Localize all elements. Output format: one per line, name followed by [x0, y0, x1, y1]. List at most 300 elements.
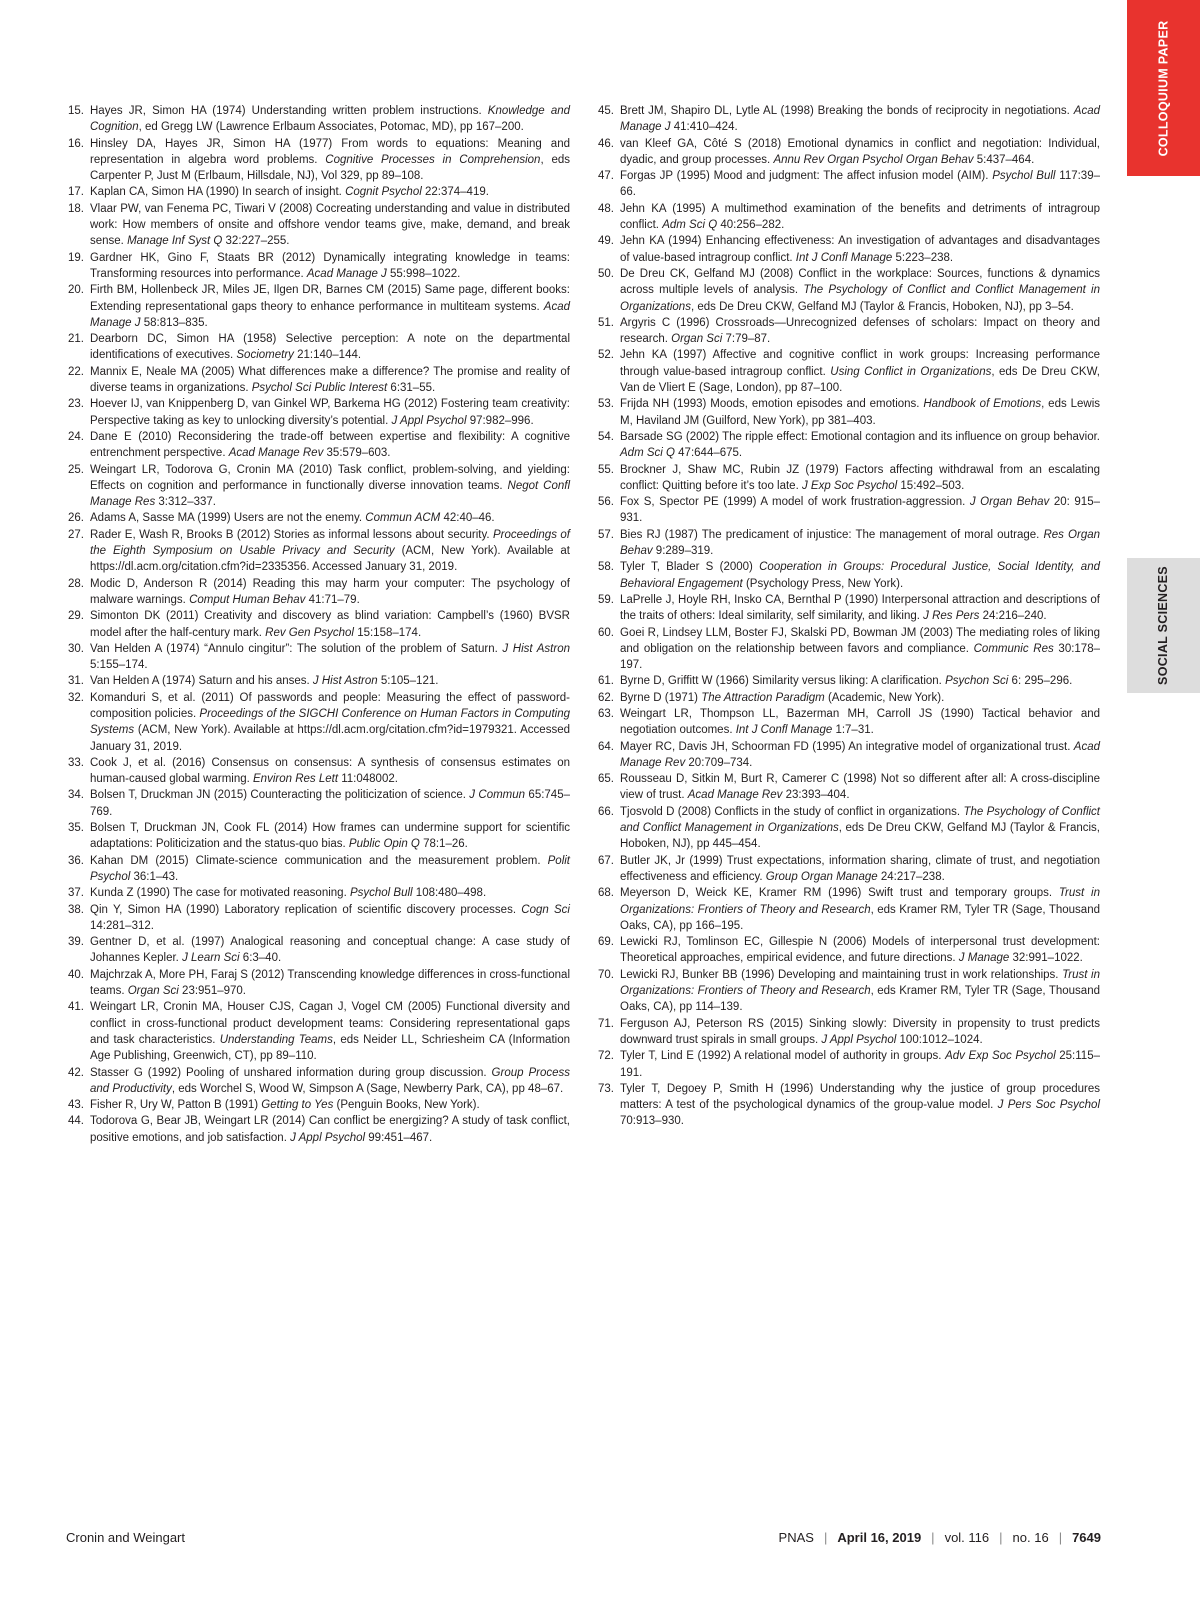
reference-text: 78:1–26. [419, 838, 468, 851]
reference-text: Stasser G (1992) Pooling of unshared information during group discussion. [90, 1066, 492, 1079]
reference-item [596, 559, 1100, 592]
reference-number: 26. [68, 512, 84, 525]
reference-text: 40:256–282. [717, 219, 785, 232]
reference-text: Forgas JP (1995) Mood and judgment: The affect infusion model (AIM). [620, 170, 993, 183]
reference-text: 25:115–191. [620, 1050, 1100, 1079]
reference-text: 21:140–144. [293, 349, 362, 362]
reference-item [596, 885, 1100, 934]
reference-text: 100:1012–1024. [896, 1033, 983, 1046]
reference-text: , eds De Dreu CKW, Gelfand MJ (Taylor & Francis, Hoboken, NJ), pp 445–454. [620, 822, 1100, 851]
reference-item [66, 690, 570, 755]
reference-text: 15:158–174. [354, 626, 422, 639]
reference-source: Group Process and Productivity [90, 1066, 570, 1095]
reference-text: Adams A, Sasse MA (1999) Users are not the enemy. [90, 512, 366, 525]
reference-text: 6:3–40. [239, 952, 282, 965]
reference-number: 60. [598, 626, 614, 639]
reference-number: 72. [598, 1050, 614, 1063]
reference-text: 70:913–930. [620, 1115, 684, 1128]
reference-text: Ferguson AJ, Peterson RS (2015) Sinking slowly: Diversity in propensity to trust predicts downward trust spirals in small groups. [620, 1017, 1100, 1046]
reference-text: 32:227–255. [222, 235, 290, 248]
reference-text: 1:7–31. [832, 724, 874, 737]
reference-item [66, 673, 570, 689]
footer-authors: Cronin and Weingart [66, 1530, 185, 1545]
reference-source: Cogn Sci [521, 903, 570, 916]
reference-number: 36. [68, 854, 84, 867]
reference-text: 20: 915–931. [620, 496, 1100, 525]
reference-source: J Exp Soc Psychol [801, 479, 898, 492]
reference-number: 73. [598, 1082, 614, 1095]
footer-volume: vol. 116 [944, 1530, 990, 1545]
reference-text: 58:813–835. [140, 316, 208, 329]
reference-text: Rousseau D, Sitkin M, Burt R, Camerer C (1998) Not so different after all: A cross-discipline view of trust. [620, 773, 1100, 802]
reference-number: 16. [68, 137, 84, 150]
reference-source: Acad Manage Rev [228, 447, 324, 460]
reference-text: 36:1–43. [130, 870, 179, 883]
reference-source: Organ Sci [127, 985, 179, 998]
reference-text: Frijda NH (1993) Moods, emotion episodes and emotions. [620, 398, 924, 411]
reference-number: 31. [68, 675, 84, 688]
reference-source: Handbook of Emotions [923, 398, 1042, 411]
reference-source: J Appl Psychol [391, 414, 467, 427]
reference-text: Butler JK, Jr (1999) Trust expectations, information sharing, climate of trust, and negotiation effectiveness and efficiency. [620, 854, 1100, 883]
reference-item [66, 755, 570, 788]
reference-text: , ed Gregg LW (Lawrence Erlbaum Associates, Potomac, MD), pp 167–200. [138, 121, 524, 134]
reference-number: 68. [598, 887, 614, 900]
reference-number: 64. [598, 740, 614, 753]
reference-item [66, 1065, 570, 1098]
reference-number: 34. [68, 789, 84, 802]
reference-text: Hoever IJ, van Knippenberg D, van Ginkel WP, Barkema HG (2012) Fostering team creativity: Perspective taking as key to unlocking diversity’s potential. [90, 398, 570, 427]
reference-text: 5:105–121. [377, 675, 439, 688]
reference-source: J Organ Behav [969, 496, 1050, 509]
reference-text: (Penguin Books, New York). [333, 1099, 480, 1112]
reference-item [66, 885, 570, 901]
reference-number: 62. [598, 691, 614, 704]
reference-source: J Appl Psychol [821, 1033, 897, 1046]
reference-source: Group Organ Manage [765, 870, 878, 883]
reference-number: 61. [598, 675, 614, 688]
reference-text: Tjosvold D (2008) Conflicts in the study of conflict in organizations. [620, 805, 964, 818]
reference-item [596, 673, 1100, 689]
reference-text: Argyris C (1996) Crossroads—Unrecognized defenses of scholars: Impact on theory and research. [620, 316, 1100, 346]
reference-number: 15. [68, 105, 84, 117]
reference-item [596, 706, 1100, 739]
reference-text: Bolsen T, Druckman JN, Cook FL (2014) How frames can undermine support for scientific adaptations: Politicization and the status-quo bias. [90, 822, 570, 851]
reference-source: Negot Confl Manage Res [90, 479, 570, 509]
reference-source: Psychol Bull [349, 887, 413, 900]
reference-source: Acad Manage Rev [687, 789, 783, 802]
reference-text: Lewicki RJ, Bunker BB (1996) Developing and maintaining trust in work relationships. [620, 968, 1063, 981]
reference-item [66, 201, 570, 250]
reference-text: Brockner J, Shaw MC, Rubin JZ (1979) Factors affecting withdrawal from an escalating conflict: Quitting before it’s too late. [620, 463, 1100, 492]
reference-item [66, 331, 570, 364]
reference-item [596, 347, 1100, 396]
reference-number: 58. [598, 561, 614, 574]
reference-number: 54. [598, 430, 614, 443]
reference-text: Jehn KA (1995) A multimethod examination of the benefits and detriments of intragroup conflict. [620, 202, 1100, 232]
footer-separator: | [1058, 1530, 1063, 1545]
reference-source: Sociometry [236, 349, 294, 362]
reference-text: 5:223–238. [892, 251, 954, 264]
reference-item [66, 136, 570, 185]
reference-item [596, 690, 1100, 706]
reference-number: 19. [68, 251, 84, 264]
reference-item [66, 364, 570, 397]
reference-source: J Commun [469, 789, 526, 802]
reference-text: Jehn KA (1994) Enhancing effectiveness: An investigation of advantages and disadvantages of value-based intragroup conflict. [620, 235, 1100, 264]
reference-text: 24:217–238. [877, 870, 945, 883]
reference-number: 38. [68, 903, 84, 916]
reference-text: , eds De Dreu CKW, Gelfand MJ (Taylor & Francis, Hoboken, NJ), pp 3–54. [690, 300, 1074, 313]
reference-source: Communic Res [973, 642, 1054, 655]
reference-text: Vlaar PW, van Fenema PC, Tiwari V (2008) Cocreating understanding and value in distributed work: How members of onsite and offshore vendor teams give, make, demand, and break sense. [90, 202, 570, 248]
reference-source: Acad Manage Rev [620, 740, 1100, 769]
reference-text: 7:79–87. [722, 333, 771, 346]
reference-item [596, 396, 1100, 429]
reference-item [596, 462, 1100, 495]
reference-source: Rev Gen Psychol [265, 626, 354, 639]
reference-item [66, 641, 570, 674]
footer-issue: no. 16 [1012, 1530, 1049, 1545]
reference-number: 39. [68, 936, 84, 949]
reference-item [66, 1113, 570, 1146]
reference-item [596, 1081, 1100, 1130]
reference-item [596, 103, 1100, 136]
reference-source: Getting to Yes [261, 1099, 334, 1112]
reference-text: 35:579–603. [323, 447, 391, 460]
reference-item [66, 1097, 570, 1113]
reference-text: 42:40–46. [440, 512, 495, 525]
reference-number: 25. [68, 463, 84, 476]
reference-item [66, 820, 570, 853]
reference-text: van Kleef GA, Côté S (2018) Emotional dynamics in conflict and negotiation: Individual, dyadic, and group processes. [620, 137, 1100, 166]
reference-source: Public Opin Q [348, 838, 420, 851]
reference-text: Firth BM, Hollenbeck JR, Miles JE, Ilgen DR, Barnes CM (2015) Same page, different books: Extending representational gaps theory to enhance performance in multiteam systems. [90, 284, 570, 313]
reference-number: 53. [598, 398, 614, 411]
reference-number: 32. [68, 691, 84, 704]
reference-text: 11:048002. [338, 773, 398, 786]
reference-source: Psychon Sci [945, 675, 1009, 688]
reference-number: 33. [68, 756, 84, 769]
reference-number: 29. [68, 610, 84, 623]
reference-text: Simonton DK (2011) Creativity and discovery as blind variation: Campbell’s (1960) BVSR model after the half-century mark. [90, 610, 570, 639]
reference-text: Byrne D, Griffitt W (1966) Similarity versus liking: A clarification. [620, 675, 946, 688]
reference-text: Hayes JR, Simon HA (1974) Understanding written problem instructions. [90, 105, 488, 117]
reference-text: Gardner HK, Gino F, Staats BR (2012) Dynamically integrating knowledge in teams: Transforming resources into performance. [90, 251, 570, 280]
reference-text: 22:374–419. [421, 186, 489, 199]
reference-source: Proceedings of the Eighth Symposium on Usable Privacy and Security [90, 528, 571, 558]
footer-citation [779, 1530, 1101, 1545]
footer-page-number: 7649 [1072, 1530, 1101, 1545]
reference-text: Cook J, et al. (2016) Consensus on consensus: A synthesis of consensus estimates on human-caused global warming. [90, 756, 570, 786]
reference-item [596, 853, 1100, 886]
reference-text: 30:178–197. [620, 642, 1100, 672]
reference-number: 65. [598, 773, 614, 786]
reference-number: 67. [598, 854, 614, 867]
reference-source: J Learn Sci [182, 952, 240, 965]
reference-item [66, 510, 570, 526]
reference-item [66, 396, 570, 429]
reference-source: Cooperation in Groups: Procedural Justice, Social Identity, and Behavioral Engagement [620, 561, 1100, 590]
reference-source: J Res Pers [923, 610, 980, 623]
reference-item [66, 429, 570, 462]
reference-item [66, 250, 570, 283]
reference-text: 5:155–174. [90, 659, 148, 672]
reference-text: De Dreu CK, Gelfand MJ (2008) Conflict in the workplace: Sources, functions & dynamics across multiple levels of analysis. [620, 267, 1100, 297]
colloquium-paper-tab [1127, 0, 1200, 176]
footer-separator: | [999, 1530, 1003, 1545]
reference-source: Organ Sci [671, 333, 723, 346]
reference-text: Weingart LR, Todorova G, Cronin MA (2010) Task conflict, problem-solving, and yielding: Effects on cognition and performance in functionally diverse innovation teams. [90, 463, 570, 492]
reference-number: 49. [598, 235, 614, 248]
reference-text: 108:480–498. [412, 887, 487, 900]
reference-number: 35. [68, 822, 84, 835]
reference-source: Adm Sci Q [662, 219, 718, 232]
reference-text: , eds Worchel S, Wood W, Simpson A (Sage, Newberry Park, CA), pp 48–67. [171, 1082, 564, 1095]
reference-source: J Pers Soc Psychol [997, 1099, 1100, 1112]
reference-source: The Psychology of Conflict and Conflict Management in Organizations [620, 284, 1100, 313]
reference-number: 23. [68, 398, 84, 411]
reference-source: Adm Sci Q [620, 447, 675, 460]
reference-number: 71. [598, 1017, 614, 1030]
reference-number: 47. [598, 170, 614, 183]
reference-number: 43. [68, 1099, 84, 1112]
footer-journal: PNAS [778, 1530, 814, 1545]
reference-number: 42. [68, 1066, 84, 1079]
reference-item [596, 804, 1100, 853]
reference-item [66, 103, 570, 136]
reference-source: J Hist Astron [312, 675, 378, 688]
reference-item [596, 233, 1100, 266]
reference-text: 117:39–66. [620, 170, 1100, 199]
reference-text: 5:437–464. [973, 153, 1035, 166]
reference-text: , eds Neider LL, Schriesheim CA (Information Age Publishing, Greenwich, CT), pp 89–110. [90, 1033, 570, 1063]
reference-source: J Hist Astron [502, 642, 570, 655]
reference-source: Annu Rev Organ Psychol Organ Behav [773, 153, 974, 166]
reference-text: Hinsley DA, Hayes JR, Simon HA (1977) From words to equations: Meaning and representation in algebra word problems. [90, 137, 570, 166]
reference-source: Acad Manage J [620, 105, 1100, 134]
reference-item [596, 266, 1100, 315]
reference-text: 6:31–55. [387, 382, 436, 395]
reference-source: Int J Confl Manage [735, 724, 833, 737]
reference-item [596, 625, 1100, 674]
reference-number: 20. [68, 284, 84, 297]
reference-source: Comput Human Behav [189, 593, 306, 606]
reference-source: Commun ACM [365, 512, 441, 525]
reference-text: 6: 295–296. [1008, 675, 1073, 688]
reference-number: 66. [598, 805, 614, 818]
reference-text: , eds Lewis M, Haviland JM (Guilford, New York), pp 381–403. [620, 398, 1101, 427]
reference-source: The Attraction Paradigm [701, 691, 825, 704]
reference-source: Cognitive Processes in Comprehension [325, 153, 541, 166]
reference-item [66, 967, 570, 1000]
reference-item [596, 136, 1100, 169]
reference-item [596, 168, 1100, 201]
reference-text: 23:951–970. [178, 985, 247, 998]
reference-text: Tyler T, Blader S (2000) [620, 561, 760, 574]
reference-number: 46. [598, 137, 614, 150]
reference-text: (Psychology Press, New York). [742, 577, 904, 590]
footer-separator: | [823, 1530, 828, 1545]
reference-number: 24. [68, 430, 84, 443]
reference-text: , eds Carpenter P, Just M (Erlbaum, Hillsdale, NJ), Vol 329, pp 89–108. [90, 153, 571, 183]
reference-text: Kahan DM (2015) Climate-science communication and the measurement problem. [90, 854, 548, 867]
reference-text: Mayer RC, Davis JH, Schoorman FD (1995) An integrative model of organizational trust. [620, 740, 1074, 753]
reference-source: J Appl Psychol [290, 1131, 366, 1144]
reference-number: 55. [598, 463, 614, 476]
reference-number: 51. [598, 316, 614, 329]
reference-text: Van Helden A (1974) “Annulo cingitur”: The solution of the problem of Saturn. [90, 642, 503, 655]
reference-text: 32:991–1022. [1009, 952, 1083, 965]
reference-number: 27. [68, 528, 84, 541]
reference-number: 70. [598, 968, 614, 981]
reference-number: 63. [598, 707, 614, 720]
reference-text: Van Helden A (1974) Saturn and his anses. [90, 675, 313, 688]
social-sciences-label: SOCIAL SCIENCES [1156, 566, 1170, 685]
reference-item [596, 527, 1100, 560]
reference-text: Tyler T, Degoey P, Smith H (1996) Understanding why the justice of group procedures matters: A test of the psychological dynamics of the group-value model. [620, 1082, 1100, 1112]
reference-item [66, 999, 570, 1064]
reference-item [596, 315, 1100, 348]
reference-text: Kaplan CA, Simon HA (1990) In search of insight. [90, 186, 346, 199]
reference-text: Barsade SG (2002) The ripple effect: Emotional contagion and its influence on group behavior. [620, 430, 1100, 443]
reference-item [66, 576, 570, 609]
references-right-column [596, 103, 1100, 1130]
reference-source: Manage Inf Syst Q [127, 235, 223, 248]
reference-text: 41:410–424. [670, 121, 738, 134]
reference-item [66, 902, 570, 935]
reference-text: Tyler T, Lind E (1992) A relational model of authority in groups. [620, 1050, 946, 1063]
reference-number: 17. [68, 186, 84, 199]
reference-source: Proceedings of the SIGCHI Conference on Human Factors in Computing Systems [90, 707, 570, 737]
reference-text: 65:745–769. [90, 789, 570, 818]
reference-text: 3:312–337. [155, 496, 216, 509]
reference-text: Todorova G, Bear JB, Weingart LR (2014) Can conflict be energizing? A study of task conflict, positive emotions, and job satisfaction. [90, 1115, 570, 1144]
reference-item [66, 527, 570, 576]
reference-source: Knowledge and Cognition [90, 105, 571, 134]
reference-item [66, 934, 570, 967]
reference-text: Lewicki RJ, Tomlinson EC, Gillespie N (2006) Models of interpersonal trust development: Theoretical approaches, empirical evidence, and future directions. [620, 936, 1100, 965]
reference-text: 23:393–404. [782, 789, 850, 802]
reference-source: Psychol Sci Public Interest [251, 382, 388, 395]
reference-text: Gentner D, et al. (1997) Analogical reasoning and conceptual change: A case study of Johannes Kepler. [90, 936, 570, 965]
reference-text: 47:644–675. [674, 447, 743, 460]
reference-item [596, 592, 1100, 625]
reference-text: Fisher R, Ury W, Patton B (1991) [90, 1099, 262, 1112]
footer-date: April 16, 2019 [837, 1530, 922, 1545]
reference-source: Polit Psychol [90, 854, 570, 883]
reference-source: Res Organ Behav [620, 528, 1101, 558]
reference-item [596, 201, 1100, 234]
reference-text: Kunda Z (1990) The case for motivated reasoning. [90, 887, 350, 900]
reference-text: Dane E (2010) Reconsidering the trade-off between expertise and flexibility: A cognitive entrenchment perspective. [90, 430, 570, 460]
reference-number: 40. [68, 968, 84, 981]
reference-number: 45. [598, 105, 614, 117]
reference-item [596, 1048, 1100, 1081]
reference-number: 37. [68, 887, 84, 900]
reference-text: 9:289–319. [652, 545, 714, 558]
references-left-column [66, 103, 570, 1146]
reference-number: 18. [68, 202, 84, 215]
reference-item [66, 853, 570, 886]
colloquium-paper-label: COLLOQUIUM PAPER [1156, 20, 1171, 156]
reference-item [596, 771, 1100, 804]
reference-text: (ACM, New York). Available at https://dl.acm.org/citation.cfm?id=2335356. Accessed January 31, 2019. [90, 545, 570, 574]
reference-text: 41:71–79. [305, 593, 360, 606]
reference-number: 48. [598, 202, 614, 215]
reference-item [66, 787, 570, 820]
page-footer [66, 1530, 1101, 1545]
reference-item [596, 494, 1100, 527]
reference-text: 14:281–312. [90, 919, 154, 932]
reference-source: Understanding Teams [219, 1033, 333, 1046]
reference-source: J Manage [958, 952, 1010, 965]
reference-text: Komanduri S, et al. (2011) Of passwords and people: Measuring the effect of password-composition policies. [90, 691, 570, 720]
reference-source: The Psychology of Conflict and Conflict Management in Organizations [620, 805, 1101, 835]
reference-text: Byrne D (1971) [620, 691, 702, 704]
reference-number: 59. [598, 593, 614, 606]
reference-number: 44. [68, 1115, 84, 1128]
reference-text: LaPrelle J, Hoyle RH, Insko CA, Bernthal P (1990) Interpersonal attraction and descriptions of the traits of others: Ideal similarity, self similarity, and liking. [620, 593, 1100, 623]
social-sciences-tab [1127, 558, 1200, 693]
reference-item [596, 1016, 1100, 1049]
reference-item [66, 608, 570, 641]
reference-number: 52. [598, 349, 614, 362]
reference-text: Majchrzak A, More PH, Faraj S (2012) Transcending knowledge differences in cross-functional teams. [90, 968, 570, 998]
reference-text: Dearborn DC, Simon HA (1958) Selective perception: A note on the departmental identifications of executives. [90, 333, 570, 362]
reference-source: Adv Exp Soc Psychol [945, 1050, 1056, 1063]
reference-source: Using Conflict in Organizations [830, 365, 992, 378]
footer-separator: | [931, 1530, 935, 1545]
reference-source: Cognit Psychol [345, 186, 422, 199]
reference-text: Meyerson D, Weick KE, Kramer RM (1996) Swift trust and temporary groups. [620, 887, 1059, 900]
reference-item [66, 282, 570, 331]
reference-text: (ACM, New York). Available at https://dl.acm.org/citation.cfm?id=1979321. Accessed January 31, 2019. [90, 724, 570, 753]
reference-text: 97:982–996. [466, 414, 534, 427]
reference-number: 41. [68, 1001, 84, 1014]
reference-number: 30. [68, 642, 84, 655]
reference-number: 56. [598, 496, 614, 509]
reference-source: Acad Manage J [90, 300, 570, 329]
reference-text: 24:216–240. [979, 610, 1047, 623]
reference-text: , eds Kramer RM, Tyler TR (Sage, Thousand Oaks, CA), pp 114–139. [620, 985, 1100, 1014]
reference-source: Environ Res Lett [253, 773, 339, 786]
reference-text: 15:492–503. [897, 479, 965, 492]
reference-text: 20:709–734. [685, 756, 753, 769]
reference-source: Acad Manage J [306, 267, 387, 280]
reference-text: Bolsen T, Druckman JN (2015) Counteracting the politicization of science. [90, 789, 470, 802]
reference-text: Bies RJ (1987) The predicament of injustice: The management of moral outrage. [620, 528, 1044, 541]
reference-text: Weingart LR, Cronin MA, Houser CJS, Cagan J, Vogel CM (2005) Functional diversity and conflict in cross-functional product development teams: Considering representational gaps and task characteristics. [90, 1001, 570, 1046]
reference-text: Qin Y, Simon HA (1990) Laboratory replication of scientific discovery processes. [90, 903, 522, 916]
reference-item [596, 934, 1100, 967]
reference-number: 28. [68, 577, 84, 590]
reference-item [596, 967, 1100, 1016]
reference-source: Trust in Organizations: Frontiers of Theory and Research [620, 887, 1100, 916]
reference-text: 55:998–1022. [386, 267, 461, 280]
reference-text: (Academic, New York). [824, 691, 945, 704]
reference-text: Jehn KA (1997) Affective and cognitive conflict in work groups: Increasing performance through value-based intragroup conflict. [620, 349, 1100, 378]
reference-text: , eds Kramer RM, Tyler TR (Sage, Thousand Oaks, CA), pp 166–195. [620, 903, 1100, 932]
reference-text: Modic D, Anderson R (2014) Reading this may harm your computer: The psychology of malware warnings. [90, 577, 570, 606]
reference-number: 21. [68, 333, 84, 346]
reference-text: Weingart LR, Thompson LL, Bazerman MH, Carroll JS (1990) Tactical behavior and negotiation outcomes. [620, 707, 1100, 737]
reference-source: Trust in Organizations: Frontiers of Theory and Research [620, 968, 1100, 998]
reference-number: 50. [598, 267, 614, 280]
reference-text: 99:451–467. [365, 1131, 433, 1144]
reference-text: Goei R, Lindsey LLM, Boster FJ, Skalski PD, Bowman JM (2003) The mediating roles of liking and obligation on the relationship between favors and compliance. [620, 626, 1100, 655]
reference-text: Brett JM, Shapiro DL, Lytle AL (1998) Breaking the bonds of reciprocity in negotiations. [620, 105, 1074, 117]
